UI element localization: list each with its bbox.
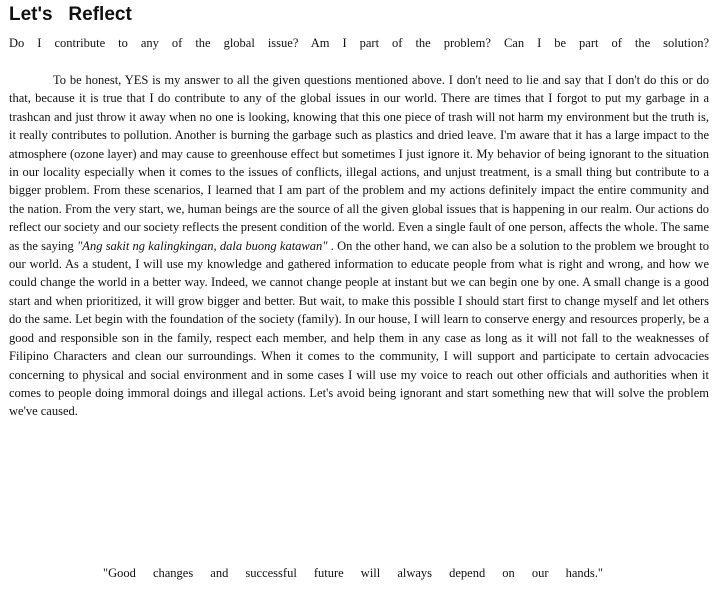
- paragraph-text-part-1: To be honest, YES is my answer to all the given questions mentioned above. I don't need to lie and say that I don't do this or do that, because it is true that I do contribute to any of the global issues in our world. There are times that I forgot to put my garbage in a trashcan and just throw it away when no one is looking, knowing that this one piece of trash will not harm my environment but the truth is, it really contributes to pollution. Another is burning the garbage such as plastics and dried leave. I'm aware that it has a large impact to the atmosphere (ozone layer) and may cause to greenhouse effect but sometimes I just ignore it. My behavior of being ignorant to the situation in our locality especially when it comes to the issues of conflicts, illegal actions, and unjust treatment, is a small thing but contribute to a bigger problem. From these scenarios, I learned that I am part of the problem and my actions definitely impact the entire community and the nation. From the very start, we, human beings are the source of all the given global issues that is happening in our realm. Our actions do reflect our society and our society reflects the present condition of the world. Even a single fault of one person, affects the whole. The same as the saying: [9, 73, 709, 253]
- filipino-saying: "Ang sakit ng kalingkingan, dala buong katawan": [77, 238, 328, 253]
- closing-quote: "Good changes and successful future will always depend on our hands.": [103, 566, 603, 580]
- paragraph-text-part-2: . On the other hand, we can also be a solution to the problem we brought to our world. As a student, I will use my knowledge and gathered information to educate people from what is right and wrong, and how we could change the world in a better way. Indeed, we cannot change people at instant but we can begin one by one. A small change is a good start and when prioritized, it will grow bigger and better. But wait, to make this possible I should start first to change myself and let others do the same. Let begin with the foundation of the society (family). In our house, I will learn to conserve energy and resources properly, be a good and responsible son in the family, respect each member, and help them in any case as long as it will not fall to the weaknesses of Filipino Characters and clean our surroundings. When it comes to the community, I will support and participate to certain advocacies concerning to physical and social environment and in some cases I will use my voice to reach out other officials and authorities when it comes to people doing immoral doings and illegal actions. Let's avoid being ignorant and start something new that will solve the problem we've caused.: [9, 238, 709, 419]
- guiding-questions: Do I contribute to any of the global issue? Am I part of the problem? Can I be part of the solution?: [9, 36, 709, 50]
- page-title: Let's Reflect: [9, 4, 132, 25]
- reflection-paragraph: [9, 71, 709, 421]
